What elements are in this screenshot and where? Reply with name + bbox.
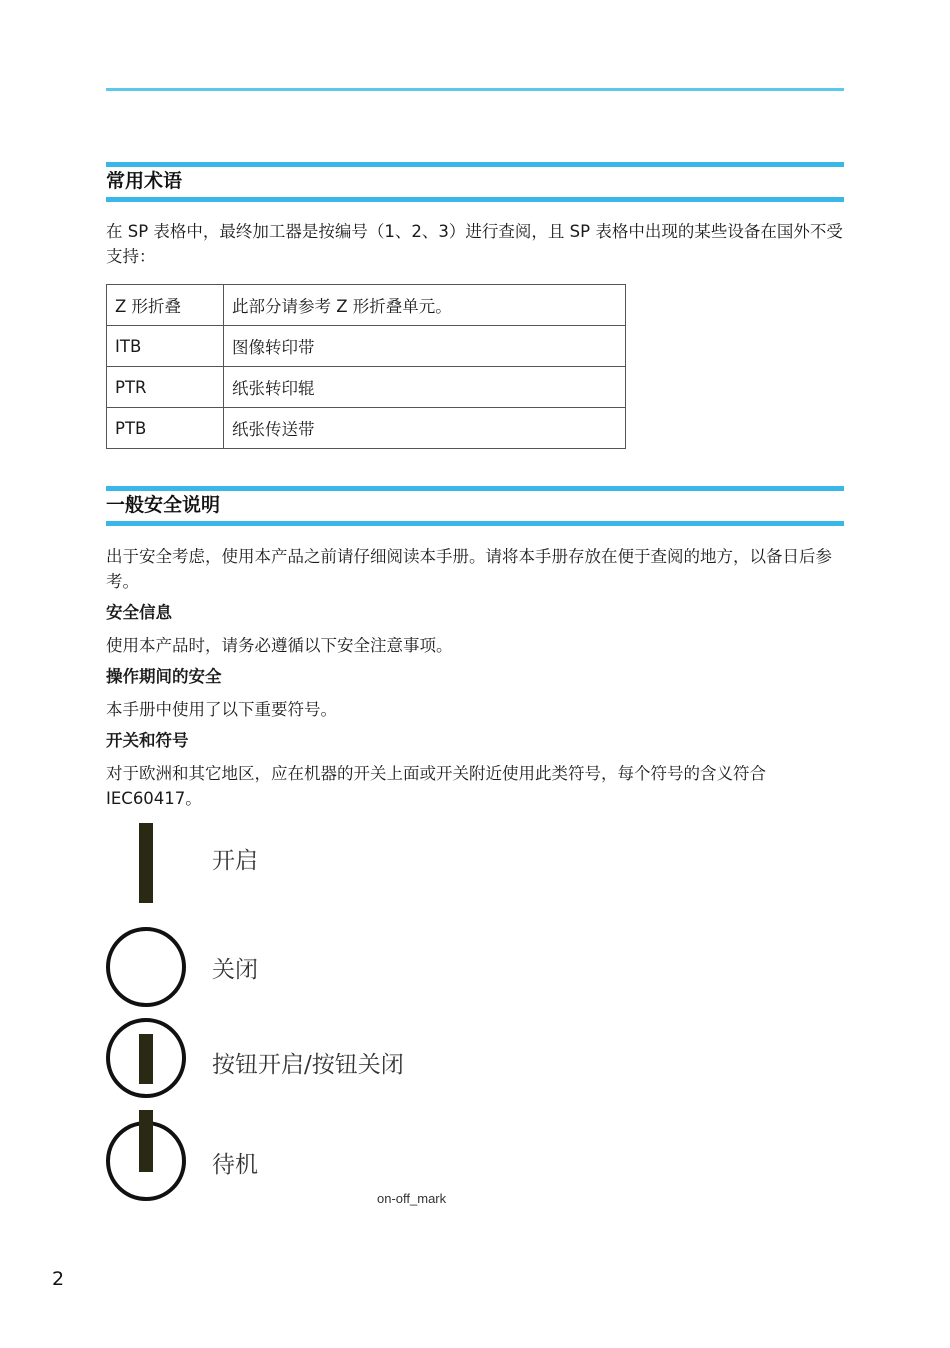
table-row — [107, 408, 626, 449]
desc-cell: 纸张转印辊 — [224, 367, 626, 408]
header-bar-bottom — [106, 521, 844, 526]
safety-intro: 出于安全考虑，使用本产品之前请仔细阅读本手册。请将本手册存放在便于查阅的地方，以备日后参考。 — [106, 547, 832, 591]
terms-table — [106, 284, 626, 449]
term-cell: PTB — [107, 408, 224, 449]
table-row — [107, 367, 626, 408]
term-cell: Z 形折叠 — [107, 285, 224, 326]
operation-heading: 操作期间的安全 — [106, 667, 222, 686]
desc-cell: 纸张传送带 — [224, 408, 626, 449]
section-title-safety: 一般安全说明 — [106, 494, 221, 516]
switch-heading: 开关和符号 — [106, 731, 189, 750]
operation-text: 本手册中使用了以下重要符号。 — [106, 700, 337, 719]
desc-cell: 图像转印带 — [224, 326, 626, 367]
section-header-safety — [106, 486, 844, 526]
symbol-label-standby: 待机 — [212, 1152, 258, 1178]
switch-text: 对于欧洲和其它地区，应在机器的开关上面或开关附近使用此类符号，每个符号的含义符合 IEC60417。 — [106, 764, 766, 808]
symbol-label-push: 按钮开启/按钮关闭 — [212, 1052, 404, 1078]
symbol-label-on: 开启 — [212, 848, 258, 874]
header-bar-top — [106, 162, 844, 167]
off-circle-icon — [100, 924, 195, 1014]
standby-icon — [100, 1106, 195, 1206]
symbol-label-off: 关闭 — [212, 957, 258, 983]
push-on-off-icon — [100, 1014, 195, 1104]
desc-cell: 此部分请参考 Z 形折叠单元。 — [224, 285, 626, 326]
safety-info-text: 使用本产品时，请务必遵循以下安全注意事项。 — [106, 636, 453, 655]
top-rule — [106, 88, 844, 91]
table-row — [107, 285, 626, 326]
page-number: 2 — [52, 1268, 65, 1290]
term-cell: ITB — [107, 326, 224, 367]
section-title-terms: 常用术语 — [106, 170, 183, 192]
header-bar-top — [106, 486, 844, 491]
table-row — [107, 326, 626, 367]
figure-caption: on-off_mark — [377, 1191, 447, 1206]
safety-info-heading: 安全信息 — [106, 603, 172, 622]
terms-intro: 在 SP 表格中，最终加工器是按编号（1、2、3）进行查阅，且 SP 表格中出现的某些设备在国外不受支持： — [106, 222, 843, 266]
on-bar-icon — [100, 820, 195, 910]
term-cell: PTR — [107, 367, 224, 408]
section-header-terms — [106, 162, 844, 202]
header-bar-bottom — [106, 197, 844, 202]
